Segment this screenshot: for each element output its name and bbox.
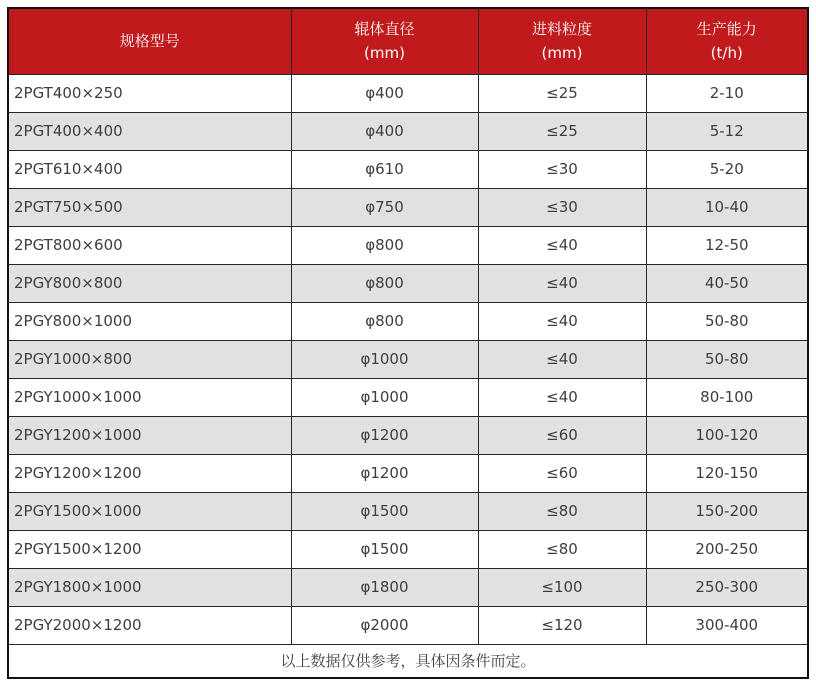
cell-roller-diameter: φ2000: [291, 606, 478, 644]
cell-capacity: 5-12: [646, 112, 808, 150]
cell-model: 2PGT400×400: [8, 112, 291, 150]
cell-roller-diameter: φ400: [291, 74, 478, 112]
table-row: [8, 416, 808, 454]
cell-model: 2PGY1000×800: [8, 340, 291, 378]
cell-model: 2PGY800×800: [8, 264, 291, 302]
col-header-capacity: [646, 8, 808, 74]
cell-roller-diameter: φ800: [291, 264, 478, 302]
col-header-capacity-unit: (t/h): [710, 44, 743, 63]
cell-model: 2PGT750×500: [8, 188, 291, 226]
cell-feed-size: ≤40: [478, 302, 646, 340]
cell-capacity: 80-100: [646, 378, 808, 416]
cell-feed-size: ≤60: [478, 416, 646, 454]
cell-capacity: 120-150: [646, 454, 808, 492]
col-header-feed-size: [478, 8, 646, 74]
footer-note: 以上数据仅供参考，具体因条件而定。: [8, 644, 808, 678]
cell-roller-diameter: φ1800: [291, 568, 478, 606]
table-row: [8, 226, 808, 264]
cell-capacity: 300-400: [646, 606, 808, 644]
footer-row: [8, 644, 808, 678]
table-row: [8, 492, 808, 530]
cell-model: 2PGT800×600: [8, 226, 291, 264]
table-row: [8, 188, 808, 226]
col-header-feed-size-label: 进料粒度: [531, 20, 592, 39]
col-header-roller-diameter: [291, 8, 478, 74]
table-row: [8, 112, 808, 150]
cell-feed-size: ≤25: [478, 112, 646, 150]
cell-roller-diameter: φ1200: [291, 416, 478, 454]
cell-roller-diameter: φ750: [291, 188, 478, 226]
cell-capacity: 40-50: [646, 264, 808, 302]
cell-feed-size: ≤30: [478, 188, 646, 226]
cell-model: 2PGY1800×1000: [8, 568, 291, 606]
cell-feed-size: ≤40: [478, 264, 646, 302]
col-header-roller-diameter-unit: (mm): [364, 44, 405, 63]
cell-roller-diameter: φ1000: [291, 340, 478, 378]
table-row: [8, 568, 808, 606]
cell-model: 2PGY1200×1200: [8, 454, 291, 492]
cell-feed-size: ≤120: [478, 606, 646, 644]
cell-roller-diameter: φ800: [291, 226, 478, 264]
cell-feed-size: ≤60: [478, 454, 646, 492]
table-row: [8, 606, 808, 644]
cell-capacity: 10-40: [646, 188, 808, 226]
cell-feed-size: ≤80: [478, 530, 646, 568]
cell-roller-diameter: φ610: [291, 150, 478, 188]
col-header-model-label: 规格型号: [119, 32, 180, 51]
table-footer: [8, 644, 808, 678]
cell-feed-size: ≤40: [478, 226, 646, 264]
table-row: [8, 378, 808, 416]
table-row: [8, 150, 808, 188]
cell-model: 2PGY2000×1200: [8, 606, 291, 644]
cell-roller-diameter: φ1000: [291, 378, 478, 416]
cell-capacity: 12-50: [646, 226, 808, 264]
cell-feed-size: ≤80: [478, 492, 646, 530]
cell-capacity: 200-250: [646, 530, 808, 568]
table-header: [8, 8, 808, 74]
cell-capacity: 50-80: [646, 340, 808, 378]
cell-capacity: 5-20: [646, 150, 808, 188]
cell-capacity: 250-300: [646, 568, 808, 606]
table-body: [8, 74, 808, 644]
table-row: [8, 454, 808, 492]
col-header-capacity-label: 生产能力: [696, 20, 757, 39]
cell-feed-size: ≤30: [478, 150, 646, 188]
cell-capacity: 2-10: [646, 74, 808, 112]
col-header-roller-diameter-label: 辊体直径: [354, 20, 415, 39]
cell-feed-size: ≤40: [478, 378, 646, 416]
cell-model: 2PGY800×1000: [8, 302, 291, 340]
col-header-model: [8, 8, 291, 74]
cell-roller-diameter: φ1500: [291, 492, 478, 530]
cell-roller-diameter: φ400: [291, 112, 478, 150]
table-row: [8, 340, 808, 378]
cell-model: 2PGY1500×1200: [8, 530, 291, 568]
table-row: [8, 264, 808, 302]
cell-roller-diameter: φ1500: [291, 530, 478, 568]
cell-feed-size: ≤40: [478, 340, 646, 378]
cell-roller-diameter: φ1200: [291, 454, 478, 492]
spec-table: [7, 7, 809, 679]
header-row: [8, 8, 808, 74]
cell-capacity: 50-80: [646, 302, 808, 340]
spec-table-container: [7, 7, 808, 679]
cell-model: 2PGT400×250: [8, 74, 291, 112]
cell-model: 2PGY1200×1000: [8, 416, 291, 454]
cell-feed-size: ≤100: [478, 568, 646, 606]
table-row: [8, 74, 808, 112]
cell-model: 2PGT610×400: [8, 150, 291, 188]
cell-roller-diameter: φ800: [291, 302, 478, 340]
table-row: [8, 530, 808, 568]
col-header-feed-size-unit: (mm): [541, 44, 583, 63]
table-row: [8, 302, 808, 340]
cell-feed-size: ≤25: [478, 74, 646, 112]
cell-capacity: 100-120: [646, 416, 808, 454]
cell-model: 2PGY1000×1000: [8, 378, 291, 416]
cell-model: 2PGY1500×1000: [8, 492, 291, 530]
cell-capacity: 150-200: [646, 492, 808, 530]
